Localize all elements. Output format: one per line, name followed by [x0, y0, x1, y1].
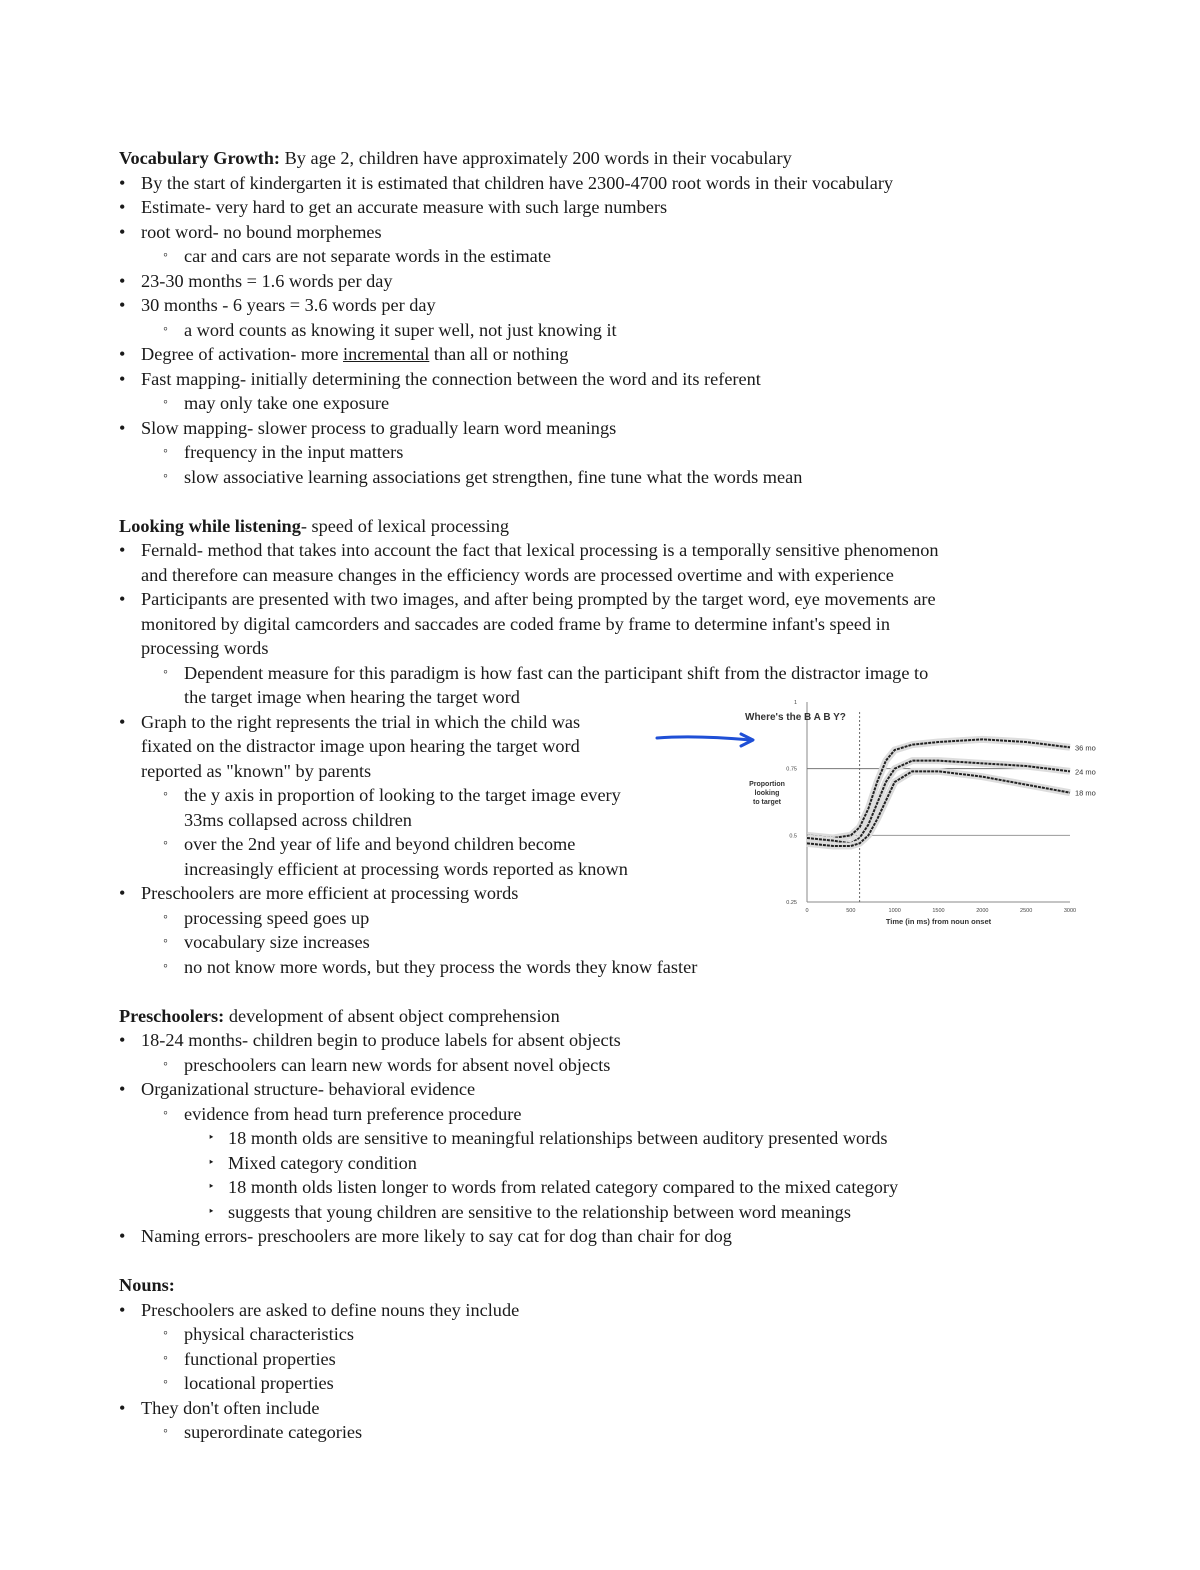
list-item: ◦ locational properties: [119, 1371, 1099, 1396]
sub-bullet-icon: ◦: [163, 444, 168, 459]
bullet-icon: •: [119, 197, 126, 217]
chart-title: Where's the B A B Y?: [745, 712, 846, 723]
section-intro: development of absent object comprehension: [224, 1005, 560, 1026]
y-tick-label: 0.75: [786, 766, 797, 773]
list-item: ◦ physical characteristics: [119, 1322, 1099, 1347]
sub-bullet-icon: ◦: [163, 664, 168, 680]
section-nouns: [119, 1273, 1099, 1445]
bullet-icon: •: [119, 172, 126, 193]
list-item: ◦ the y axis in proportion of looking to the target image every: [119, 783, 1099, 808]
sub-bullet-icon: ◦: [163, 1350, 168, 1366]
triangle-bullet-icon: ‣: [208, 1132, 215, 1144]
section-intro: - speed of lexical processing: [300, 515, 509, 536]
list-item: • Graph to the right represents the trial in which the child was: [119, 710, 1099, 735]
list-item: • 18-24 months- children begin to produce labels for absent objects: [119, 1028, 1099, 1053]
x-tick-label: 1500: [932, 908, 945, 914]
triangle-bullet-icon: ‣: [208, 1156, 215, 1169]
sub-bullet-icon: ◦: [163, 321, 168, 337]
list-item: ◦ processing speed goes up: [119, 906, 1099, 931]
bullet-icon: •: [119, 295, 126, 315]
section-preschoolers: [119, 1004, 1099, 1249]
list-item-continuation: monitored by digital camcorders and saccades are coded frame by frame to determine infant's speed in: [141, 613, 890, 634]
list-item: ◦ no not know more words, but they process the words they know faster: [119, 955, 1099, 980]
section-heading-line: [119, 1004, 1099, 1029]
list-item: • They don't often include: [119, 1396, 1099, 1421]
section-heading: Preschoolers:: [119, 1005, 225, 1026]
sub-bullet-icon: ◦: [163, 787, 168, 802]
list-item-continuation: increasingly efficient at processing words reported as known: [184, 858, 628, 879]
y-tick-label: 1: [793, 700, 797, 706]
bullet-icon: •: [119, 417, 126, 438]
x-tick-label: 2500: [1020, 908, 1033, 914]
legend-label: 18 mo: [1075, 788, 1096, 798]
list-item: • Slow mapping- slower process to gradually learn word meanings: [119, 416, 1099, 441]
list-item: • Fast mapping- initially determining the connection between the word and its referent: [119, 367, 1099, 392]
list-item: • By the start of kindergarten it is estimated that children have 2300-4700 root words in their vocabulary: [119, 171, 1099, 196]
y-axis-label: Proportion looking to target: [749, 781, 785, 806]
x-tick-label: 500: [846, 908, 856, 914]
sub-bullet-icon: ◦: [163, 1375, 168, 1390]
list-item: ◦ preschoolers can learn new words for absent novel objects: [119, 1053, 1099, 1078]
list-item: • Organizational structure- behavioral evidence: [119, 1077, 1099, 1102]
sub-bullet-icon: ◦: [163, 909, 168, 925]
list-item: • Degree of activation- more incremental than all or nothing: [119, 342, 1099, 367]
sub-bullet-icon: ◦: [163, 1326, 168, 1341]
list-item: ◦ over the 2nd year of life and beyond children become: [119, 832, 1099, 857]
section-heading-line: [119, 146, 1099, 171]
list-item: • 23-30 months = 1.6 words per day: [119, 269, 1099, 294]
list-item: • 30 months - 6 years = 3.6 words per day: [119, 293, 1099, 318]
section-vocabulary-growth: [119, 146, 1099, 489]
x-tick-label: 1000: [888, 908, 901, 914]
bullet-icon: •: [119, 540, 126, 560]
list-item: • Naming errors- preschoolers are more likely to say cat for dog than chair for dog: [119, 1224, 1099, 1249]
section-heading: Nouns:: [119, 1275, 175, 1295]
list-item-continuation: processing words: [141, 638, 269, 658]
section-intro: By age 2, children have approximately 200 words in their vocabulary: [280, 148, 792, 168]
bullet-icon: •: [119, 589, 126, 609]
list-item: ◦ Dependent measure for this paradigm is how fast can the participant shift from the distractor image to: [119, 661, 1099, 686]
sub-bullet-icon: ◦: [163, 1105, 168, 1121]
x-tick-label: 0: [805, 908, 809, 914]
list-item: ‣ 18 month olds listen longer to words from related category compared to the mixed category: [119, 1175, 1099, 1200]
list-item: ◦ vocabulary size increases: [119, 930, 1099, 955]
bullet-icon: •: [119, 1079, 126, 1099]
underlined-term: incremental: [343, 344, 430, 364]
bullet-icon: •: [119, 368, 126, 389]
list-item-continuation: reported as "known" by parents: [141, 760, 372, 781]
bullet-icon: •: [119, 221, 126, 242]
chart-svg: [740, 692, 1110, 932]
sub-bullet-icon: ◦: [163, 1056, 168, 1072]
bullet-icon: •: [119, 270, 126, 291]
list-item: ◦ superordinate categories: [119, 1420, 1099, 1445]
x-tick-label: 2000: [976, 908, 989, 914]
list-item: ‣ Mixed category condition: [119, 1151, 1099, 1176]
y-tick-label: 0.25: [786, 900, 797, 906]
bullet-icon: •: [119, 344, 126, 364]
bullet-icon: •: [119, 1299, 126, 1320]
list-item: ◦ slow associative learning associations get strengthen, fine tune what the words mean: [119, 465, 1099, 490]
sub-bullet-icon: ◦: [163, 958, 168, 974]
sub-bullet-icon: ◦: [163, 1424, 168, 1439]
list-item: ‣ 18 month olds are sensitive to meaningful relationships between auditory presented words: [119, 1126, 1099, 1151]
list-item-continuation: the target image when hearing the target word: [184, 687, 520, 707]
list-item: • Preschoolers are asked to define nouns they include: [119, 1298, 1099, 1323]
sub-bullet-icon: ◦: [163, 395, 168, 410]
list-item-continuation: and therefore can measure changes in the efficiency words are processed overtime and with experience: [141, 564, 894, 585]
list-item-continuation: 33ms collapsed across children: [184, 809, 412, 830]
list-item: • Fernald- method that takes into account the fact that lexical processing is a temporally sensitive phenomenon: [119, 538, 1099, 563]
legend-label: 24 mo: [1075, 767, 1096, 777]
section-heading-line: [119, 1273, 1099, 1298]
sub-bullet-icon: ◦: [163, 836, 168, 851]
list-item: • Estimate- very hard to get an accurate measure with such large numbers: [119, 195, 1099, 220]
bullet-icon: •: [119, 1397, 126, 1418]
looking-while-listening-chart: [740, 692, 1110, 932]
triangle-bullet-icon: ‣: [208, 1181, 215, 1193]
section-heading: Vocabulary Growth:: [119, 148, 280, 168]
list-item: ◦ may only take one exposure: [119, 391, 1099, 416]
legend-label: 36 mo: [1075, 743, 1096, 753]
list-item: • Participants are presented with two images, and after being prompted by the target word, eye movements are: [119, 587, 1099, 612]
sub-bullet-icon: ◦: [163, 248, 168, 263]
section-heading-line: [119, 514, 1099, 539]
list-item: ◦ a word counts as knowing it super well, not just knowing it: [119, 318, 1099, 343]
bullet-icon: •: [119, 883, 126, 903]
sub-bullet-icon: ◦: [163, 934, 168, 949]
x-tick-label: 3000: [1063, 908, 1077, 914]
y-tick-label: 0.5: [789, 833, 797, 840]
list-item: ◦ evidence from head turn preference procedure: [119, 1102, 1099, 1127]
list-item: ‣ suggests that young children are sensitive to the relationship between word meanings: [119, 1200, 1099, 1225]
bullet-icon: •: [119, 1030, 126, 1050]
list-item: ◦ functional properties: [119, 1347, 1099, 1372]
sub-bullet-icon: ◦: [163, 468, 168, 484]
list-item: ◦ car and cars are not separate words in the estimate: [119, 244, 1099, 269]
section-heading: Looking while listening: [119, 515, 301, 536]
list-item: • Preschoolers are more efficient at processing words: [119, 881, 1099, 906]
list-item: ◦ frequency in the input matters: [119, 440, 1099, 465]
list-item-continuation: fixated on the distractor image upon hearing the target word: [141, 736, 580, 756]
x-axis-label: Time (in ms) from noun onset: [885, 917, 992, 926]
bullet-icon: •: [119, 711, 126, 732]
list-item: • root word- no bound morphemes: [119, 220, 1099, 245]
bullet-icon: •: [119, 1226, 126, 1246]
triangle-bullet-icon: ‣: [208, 1205, 215, 1218]
